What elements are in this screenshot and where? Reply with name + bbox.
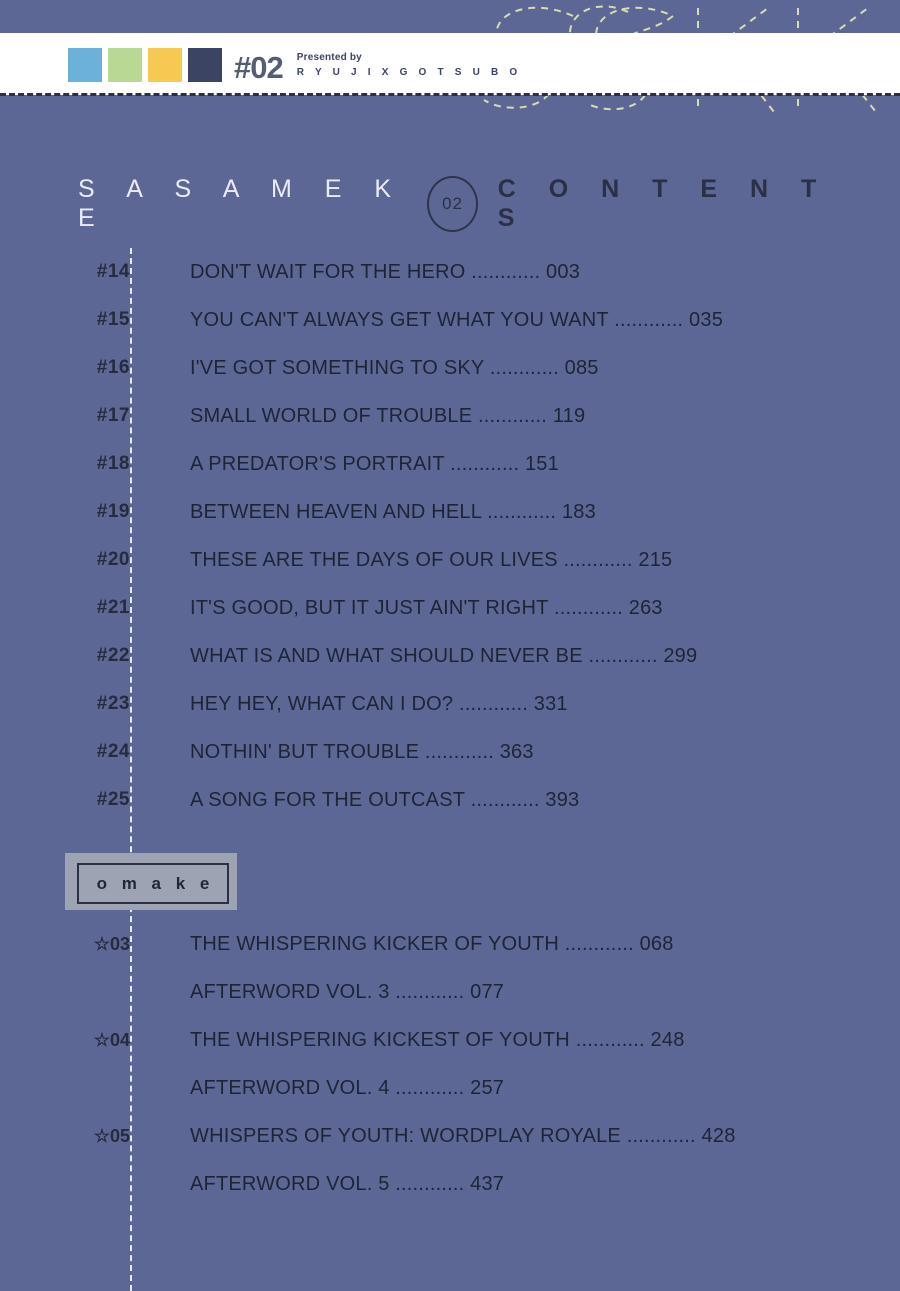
list-item[interactable] — [78, 296, 868, 344]
chapter-title: NOTHIN' BUT TROUBLE ............ 363 — [190, 740, 534, 763]
list-item[interactable] — [78, 632, 868, 680]
list-item[interactable] — [78, 536, 868, 584]
chapter-number: #15 — [96, 309, 130, 330]
chapter-title: I'VE GOT SOMETHING TO SKY ............ 085 — [190, 356, 599, 379]
omake-title: AFTERWORD VOL. 4 ............ 257 — [190, 1076, 505, 1099]
list-item[interactable] — [78, 1160, 878, 1208]
chapter-number: #14 — [96, 261, 130, 282]
list-item[interactable] — [78, 1064, 878, 1112]
chapter-number: #24 — [96, 741, 130, 762]
presented-by-authors: R Y U J I X G O T S U B O — [296, 66, 522, 78]
series-title: S A S A M E K E — [78, 175, 405, 232]
issue-number: #02 — [234, 49, 283, 85]
contents-label: C O N T E N T S — [497, 175, 830, 232]
header-dashed-rule — [0, 93, 900, 96]
presented-by — [297, 52, 522, 78]
color-swatch-blue — [68, 48, 102, 82]
omake-banner-frame — [77, 863, 229, 904]
chapter-title: THESE ARE THE DAYS OF OUR LIVES ............ 215 — [190, 548, 673, 571]
color-swatch-navy — [188, 48, 222, 82]
chapter-number: #17 — [96, 405, 130, 426]
list-item[interactable] — [78, 1016, 878, 1064]
chapter-title: A PREDATOR'S PORTRAIT ............ 151 — [190, 452, 559, 475]
chapter-title: BETWEEN HEAVEN AND HELL ............ 183 — [190, 500, 596, 523]
omake-label: o m a k e — [96, 873, 215, 893]
chapter-title: WHAT IS AND WHAT SHOULD NEVER BE ............ 299 — [190, 644, 698, 667]
list-item[interactable] — [78, 344, 868, 392]
omake-title: THE WHISPERING KICKER OF YOUTH ............ 068 — [190, 932, 674, 955]
list-item[interactable] — [78, 440, 868, 488]
chapter-title: DON'T WAIT FOR THE HERO ............ 003 — [190, 260, 581, 283]
omake-list — [78, 920, 878, 1208]
chapter-number: #23 — [96, 693, 130, 714]
chapter-number: #22 — [96, 645, 130, 666]
list-item[interactable] — [78, 1112, 878, 1160]
omake-title: AFTERWORD VOL. 5 ............ 437 — [190, 1172, 505, 1195]
omake-number: ☆03 — [93, 933, 130, 954]
omake-title: THE WHISPERING KICKEST OF YOUTH ............ 248 — [190, 1028, 685, 1051]
omake-banner — [65, 853, 237, 910]
chapter-number: #25 — [96, 789, 130, 810]
omake-title: WHISPERS OF YOUTH: WORDPLAY ROYALE ............ 428 — [190, 1124, 736, 1147]
page-title — [78, 175, 838, 232]
list-item[interactable] — [78, 584, 868, 632]
color-swatch-yellow — [148, 48, 182, 82]
list-item[interactable] — [78, 728, 868, 776]
chapter-title: HEY HEY, WHAT CAN I DO? ............ 331 — [190, 692, 568, 715]
list-item[interactable] — [78, 488, 868, 536]
presented-by-label: Presented by — [296, 52, 362, 63]
header-content — [68, 45, 521, 85]
list-item[interactable] — [78, 968, 878, 1016]
omake-number: ☆05 — [93, 1125, 130, 1146]
chapter-number: #18 — [96, 453, 130, 474]
chapter-title: IT'S GOOD, BUT IT JUST AIN'T RIGHT ............ 263 — [190, 596, 663, 619]
chapter-number: #21 — [96, 597, 130, 618]
list-item[interactable] — [78, 776, 868, 824]
omake-number: ☆04 — [93, 1029, 130, 1050]
omake-title: AFTERWORD VOL. 3 ............ 077 — [190, 980, 505, 1003]
list-item[interactable] — [78, 680, 868, 728]
list-item[interactable] — [78, 920, 878, 968]
chapter-number: #19 — [96, 501, 130, 522]
list-item[interactable] — [78, 248, 868, 296]
volume-badge: 02 — [427, 176, 477, 232]
color-swatch-green — [108, 48, 142, 82]
chapter-list — [78, 248, 868, 824]
chapter-title: A SONG FOR THE OUTCAST ............ 393 — [190, 788, 580, 811]
chapter-title: YOU CAN'T ALWAYS GET WHAT YOU WANT ............ 035 — [190, 308, 724, 331]
chapter-number: #20 — [96, 549, 130, 570]
chapter-title: SMALL WORLD OF TROUBLE ............ 119 — [190, 404, 586, 427]
chapter-number: #16 — [96, 357, 130, 378]
list-item[interactable] — [78, 392, 868, 440]
